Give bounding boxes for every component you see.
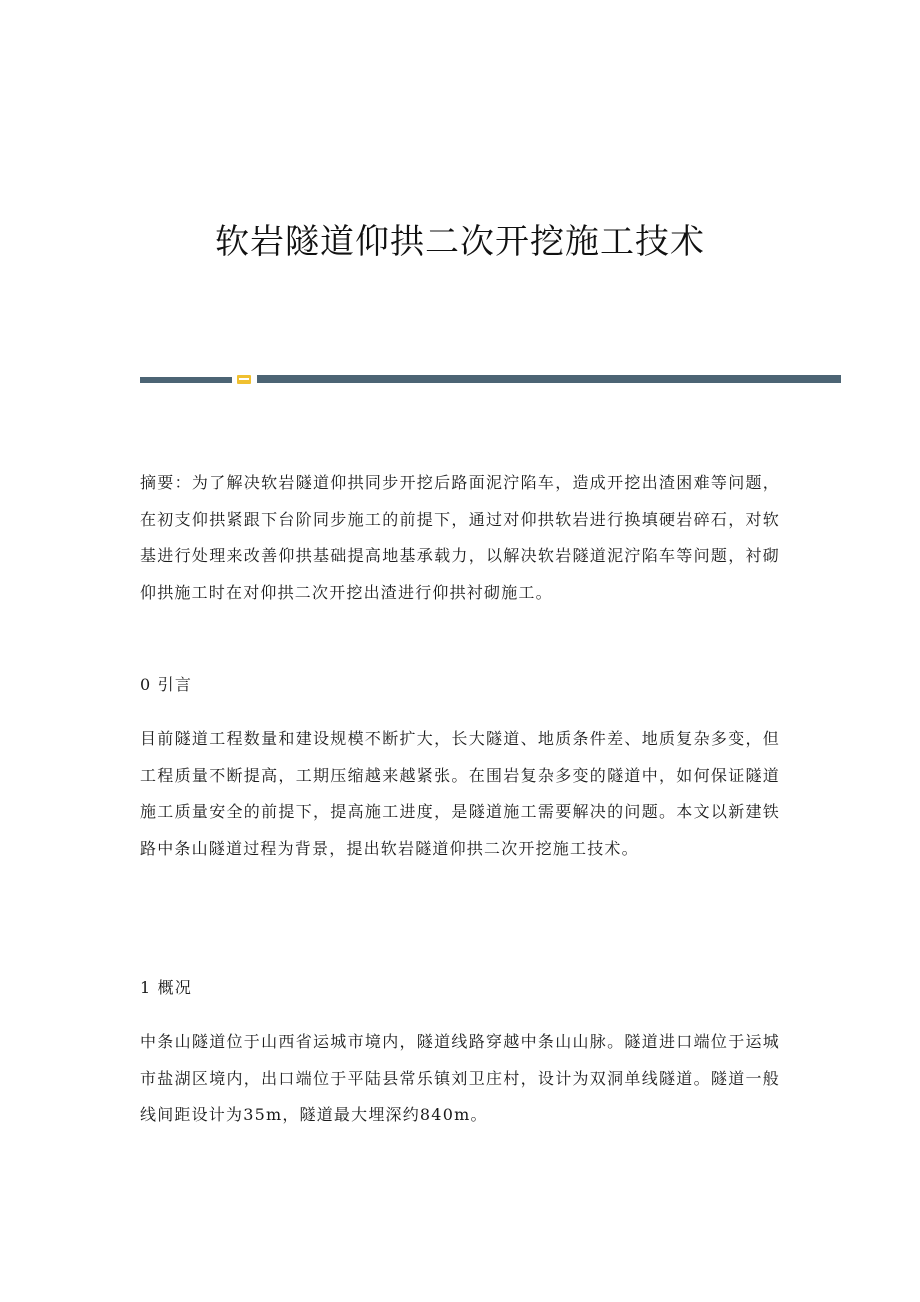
document-title: 软岩隧道仰拱二次开挖施工技术 bbox=[215, 222, 705, 262]
title-divider bbox=[140, 375, 841, 384]
section-0-heading-block bbox=[140, 667, 780, 704]
divider-bar-right bbox=[257, 375, 841, 383]
section-1-heading-block bbox=[140, 970, 780, 1007]
section-1-block bbox=[140, 1024, 780, 1134]
section-1-heading: 1 概况 bbox=[140, 978, 193, 997]
section-0-heading: 0 引言 bbox=[140, 675, 193, 694]
section-1-paragraph: 中条山隧道位于山西省运城市境内，隧道线路穿越中条山山脉。隧道进口端位于运城市盐湖区境内，出口端位于平陆县常乐镇刘卫庄村，设计为双洞单线隧道。隧道一般线间距设计为35m，隧道最大埋深约840m。 bbox=[140, 1032, 780, 1124]
divider-emblem-icon bbox=[237, 375, 251, 384]
abstract-block bbox=[140, 465, 780, 611]
section-0-paragraph: 目前隧道工程数量和建设规模不断扩大，长大隧道、地质条件差、地质复杂多变，但工程质量不断提高，工期压缩越来越紧张。在围岩复杂多变的隧道中，如何保证隧道施工质量安全的前提下，提高施工进度，是隧道施工需要解决的问题。本文以新建铁路中条山隧道过程为背景，提出软岩隧道仰拱二次开挖施工技术。 bbox=[140, 729, 780, 858]
divider-bar-left bbox=[140, 377, 232, 383]
section-0-block bbox=[140, 721, 780, 867]
abstract-paragraph: 摘要：为了解决软岩隧道仰拱同步开挖后路面泥泞陷车，造成开挖出渣困难等问题，在初支仰拱紧跟下台阶同步施工的前提下，通过对仰拱软岩进行换填硬岩碎石，对软基进行处理来改善仰拱基础提高地基承载力，以解决软岩隧道泥泞陷车等问题，衬砌仰拱施工时在对仰拱二次开挖出渣进行仰拱衬砌施工。 bbox=[140, 473, 780, 602]
